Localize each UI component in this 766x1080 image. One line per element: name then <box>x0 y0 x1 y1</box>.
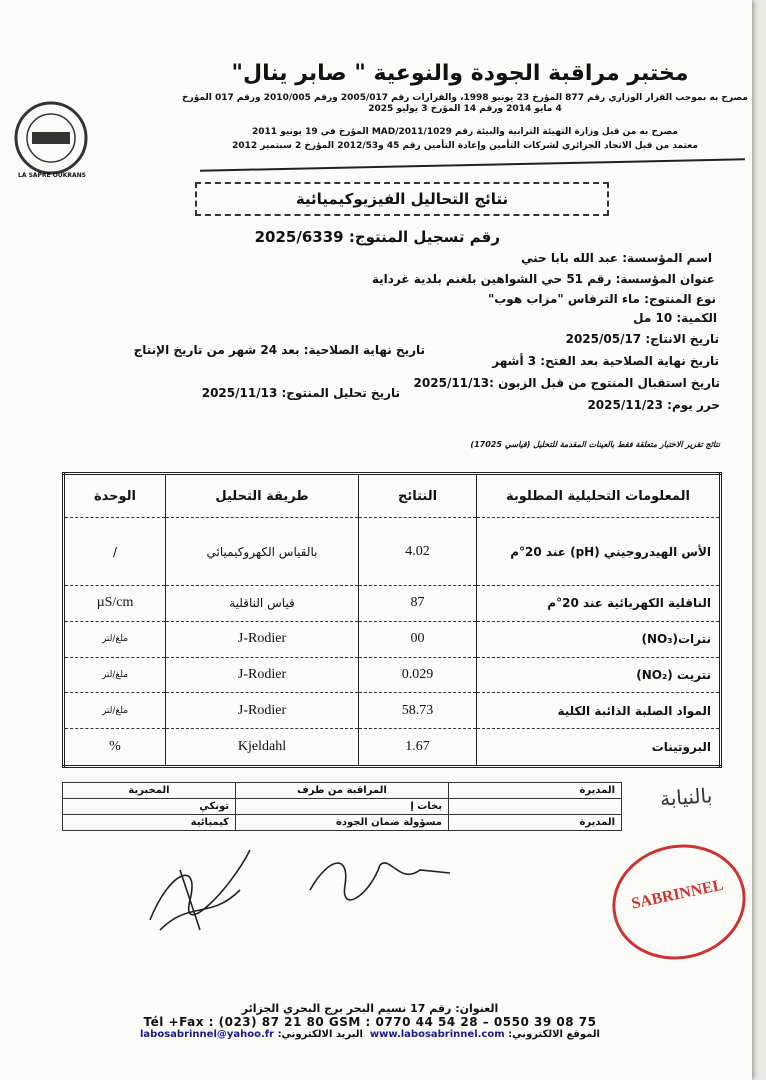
company-address: عنوان المؤسسة: رقم 51 حي الشواهين بلغنم بلدية غرداية <box>371 272 715 286</box>
sig-header-director: المديرة <box>449 783 622 799</box>
email-label: البريد الالكتروني: <box>277 1029 363 1040</box>
website-link[interactable]: www.labosabrinnel.com <box>369 1029 505 1040</box>
table-row <box>64 518 721 586</box>
analysis-date: تاريخ تحليل المنتوج: 2025/11/13 <box>201 386 400 400</box>
signature-name-row <box>63 799 622 815</box>
result-cell: 1.67 <box>359 729 477 767</box>
report-title: نتائج التحاليل الفيزيوكيميائية <box>195 182 609 216</box>
results-table <box>62 472 722 768</box>
table-row <box>64 693 721 729</box>
method-cell: J-Rodier <box>166 657 359 693</box>
result-cell: 0.029 <box>359 657 477 693</box>
result-cell: 87 <box>359 586 477 622</box>
header-accreditation-2: مصرح به من قبل وزارة التهيئة الترابية والبيئة رقم MAD/2011/1029 المؤرخ في 19 يونيو 2011 <box>252 127 678 137</box>
param-cell: نتريت (NO₂) <box>477 657 721 693</box>
method-cell: J-Rodier <box>166 621 359 657</box>
col-unit: الوحدة <box>64 474 166 518</box>
registration-value: 2025/6339 <box>254 228 344 246</box>
table-row <box>64 657 721 693</box>
unit-cell: ملغ/لتر <box>64 621 166 657</box>
sig-header-lab: المخبرية <box>63 783 236 799</box>
quantity: الكمية: 10 مل <box>633 311 717 325</box>
result-cell: 58.73 <box>359 693 477 729</box>
registration-label: رقم تسجيل المنتوج: <box>348 228 500 246</box>
expiry-after-opening: تاريخ نهاية الصلاحية بعد الفتح: 3 أشهر <box>492 354 719 368</box>
website-label: الموقع الالكتروني: <box>508 1029 600 1040</box>
sig-name-supervisor: بخات إ <box>236 799 449 815</box>
unit-cell: ملغ/لتر <box>64 693 166 729</box>
table-row <box>64 586 721 622</box>
col-parameter: المعلومات التحليلية المطلوبة <box>477 474 721 518</box>
signature-role-row <box>63 815 622 831</box>
supervisor-signature <box>300 845 460 905</box>
sig-role-director: المديرة <box>449 815 622 831</box>
production-date: تاريخ الانتاج: 2025/05/17 <box>565 332 719 346</box>
logo-caption: LA SAPRE OUKRANS <box>18 172 86 179</box>
product-type: نوع المنتوج: ماء الترفاس "مزاب هوب" <box>488 292 716 306</box>
sig-name-lab: تونكي <box>63 799 236 815</box>
sig-name-director <box>449 799 622 815</box>
sig-role-lab: كيميائية <box>63 815 236 831</box>
method-cell: قياس الناقلية <box>166 586 359 622</box>
header-accreditation-3: معتمد من قبل الاتحاد الجزائري لشركات التأمين وإعادة التأمين رقم 45 و2012/53 المؤرخ 2 سبتمبر 2012 <box>232 141 698 151</box>
stamp-text: SABRINNEL <box>630 876 725 913</box>
lab-logo <box>12 100 90 176</box>
method-cell: بالقياس الكهروكيميائي <box>166 518 359 586</box>
header-divider <box>200 158 745 171</box>
table-header-row <box>64 474 721 518</box>
unit-cell: % <box>64 729 166 767</box>
param-cell: نترات(NO₃) <box>477 621 721 657</box>
table-row <box>64 621 721 657</box>
sig-role-supervisor: مسؤولة ضمان الجودة <box>236 815 449 831</box>
handwritten-note: بالنيابة <box>659 783 713 811</box>
method-cell: J-Rodier <box>166 693 359 729</box>
lab-signature <box>140 840 260 940</box>
param-cell: المواد الصلبة الذائبة الكلية <box>477 693 721 729</box>
company-name: اسم المؤسسة: عبد الله بابا حني <box>520 251 712 265</box>
result-cell: 00 <box>359 621 477 657</box>
param-cell: البروتينات <box>477 729 721 767</box>
footer-phones: Tél +Fax : (023) 87 21 80 GSM : 0770 44 54 28 – 0550 39 08 75 <box>143 1015 597 1029</box>
param-cell: الناقلية الكهربائية عند 20°م <box>477 586 721 622</box>
lab-title: مختبر مراقبة الجودة والنوعية " صابر ينال" <box>231 61 689 86</box>
sig-header-supervisor: المراقبة من طرف <box>236 783 449 799</box>
footer-address: العنوان: رقم 17 نسيم البحر برج البحري الجزائر <box>241 1002 499 1015</box>
unit-cell: ملغ/لتر <box>64 657 166 693</box>
issued-on: حرر يوم: 2025/11/23 <box>587 398 720 412</box>
signature-header-row <box>63 783 622 799</box>
header-accreditation-1: مصرح به بموجب القرار الوزاري رقم 877 المؤرخ 23 يونيو 1998، والقرارات رقم 2005/017 ورقم 2010/005 ورقم 017 المؤرخ 4 مايو 2014 ورقم 14 المؤرخ 3 يوليو 2025 <box>182 93 748 114</box>
footer <box>120 1002 620 1040</box>
result-cell: 4.02 <box>359 518 477 586</box>
unit-cell: / <box>64 518 166 586</box>
col-method: طريقة التحليل <box>166 474 359 518</box>
col-result: النتائج <box>359 474 477 518</box>
lab-stamp <box>602 832 757 971</box>
signature-table <box>62 782 622 831</box>
iso-note: نتائج تقرير الاختبار متعلقة فقط بالعينات المقدمة للتحليل (قياسي 17025) <box>470 440 720 449</box>
email-link[interactable]: labosabrinnel@yahoo.fr <box>140 1029 275 1040</box>
expiry-date: تاريخ نهاية الصلاحية: بعد 24 شهر من تاريخ الإنتاج <box>133 343 425 357</box>
unit-cell: µS/cm <box>64 586 166 622</box>
table-row <box>64 729 721 767</box>
reception-date: تاريخ استقبال المنتوج من قبل الزبون :2025/11/13 <box>413 376 720 390</box>
registration-number <box>240 228 500 246</box>
method-cell: Kjeldahl <box>166 729 359 767</box>
param-cell: الأس الهيدروجيني (pH) عند 20°م <box>477 518 721 586</box>
